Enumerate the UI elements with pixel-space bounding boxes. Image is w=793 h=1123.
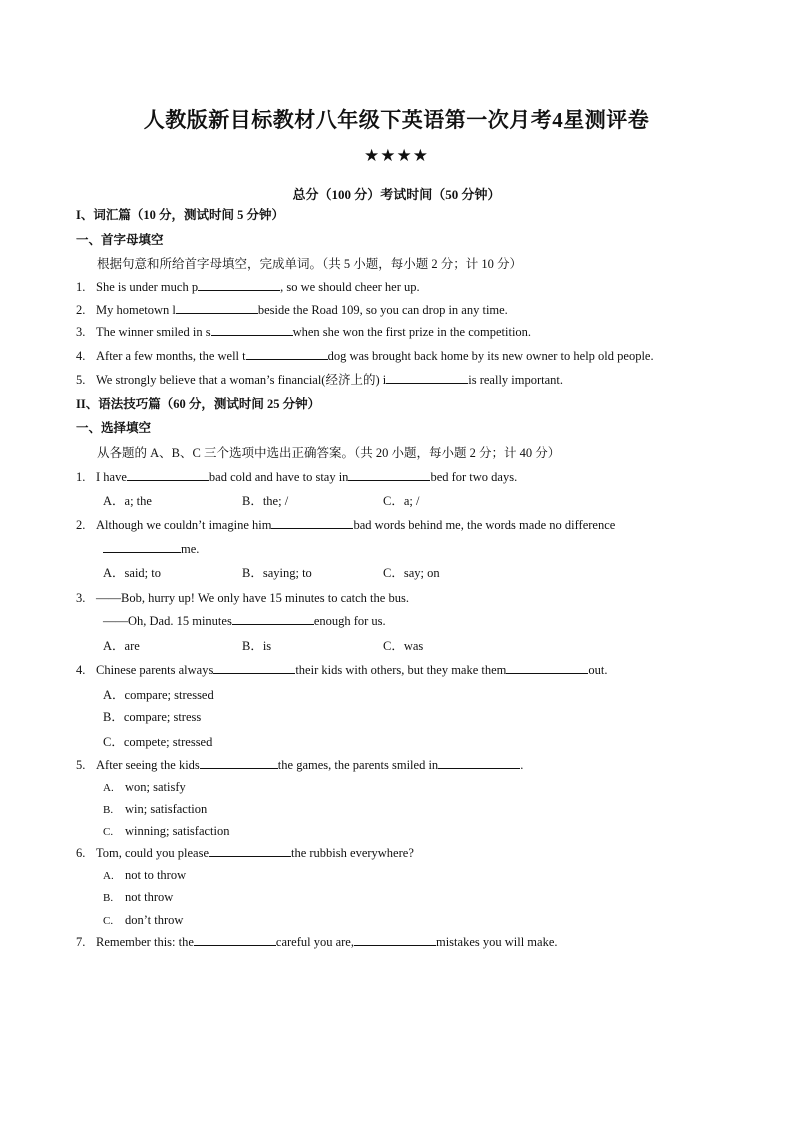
item-text: After a few months, the well t: [96, 349, 246, 363]
option-b[interactable]: B．saying; to: [242, 566, 312, 580]
question-text: bad cold and have to stay in: [208, 470, 349, 484]
question-number: 4.: [76, 663, 86, 677]
question-text: ——Bob, hurry up! We only have 15 minutes to catch the bus.: [96, 591, 409, 605]
option-a[interactable]: A．a; the: [103, 494, 152, 508]
answer-blank[interactable]: [127, 469, 209, 481]
question-text: Although we couldn’t imagine him: [96, 518, 272, 532]
item-number: 2.: [76, 303, 86, 317]
answer-blank[interactable]: [211, 324, 293, 336]
answer-blank[interactable]: [232, 613, 314, 625]
vocab-item-4: [76, 348, 654, 364]
answer-blank[interactable]: [103, 541, 181, 553]
question-text: bed for two days.: [430, 470, 518, 484]
vocab-item-1: [76, 279, 420, 295]
question-text: ——Oh, Dad. 15 minutes: [103, 614, 232, 628]
item-text: when she won the first prize in the competition.: [292, 325, 532, 339]
question-number: 5.: [76, 758, 86, 772]
question-text: out.: [588, 663, 608, 677]
option-letter: A.: [103, 870, 114, 882]
answer-blank[interactable]: [354, 934, 436, 946]
vocab-item-3: [76, 324, 531, 340]
option-c[interactable]: C．say; on: [383, 566, 440, 580]
answer-blank[interactable]: [246, 348, 328, 360]
question-text: .: [520, 758, 524, 772]
option-text: don’t throw: [125, 913, 184, 927]
question-number: 6.: [76, 846, 86, 860]
question-3-reply: [103, 613, 386, 629]
vocab-item-5: [76, 372, 563, 388]
item-text: beside the Road 109, so you can drop in any time.: [257, 303, 508, 317]
option-b[interactable]: B．is: [242, 639, 272, 653]
question-text: careful you are,: [275, 935, 354, 949]
option-c[interactable]: C．was: [383, 639, 424, 653]
option-c[interactable]: C．compete; stressed: [103, 735, 213, 749]
answer-blank[interactable]: [198, 279, 280, 291]
page-title: 人教版新目标教材八年级下英语第一次月考4星测评卷: [143, 108, 650, 132]
item-number: 4.: [76, 349, 86, 363]
item-number: 3.: [76, 325, 86, 339]
question-text: their kids with others, but they make them: [295, 663, 507, 677]
star-rating: ★★★★: [364, 146, 429, 166]
question-text: Chinese parents always: [96, 663, 214, 677]
option-b[interactable]: [103, 889, 173, 906]
option-text: winning; satisfaction: [125, 824, 230, 838]
answer-blank[interactable]: [348, 469, 430, 481]
option-c[interactable]: C．a; /: [383, 494, 420, 508]
item-text: My hometown l: [96, 303, 176, 317]
question-text: mistakes you will make.: [435, 935, 558, 949]
option-b[interactable]: B．the; /: [242, 494, 289, 508]
option-a[interactable]: [103, 867, 186, 884]
item-text: We strongly believe that a woman’s financial(经济上的) i: [96, 373, 387, 387]
question-text: the rubbish everywhere?: [291, 846, 414, 860]
answer-blank[interactable]: [386, 372, 468, 384]
question-number: 1.: [76, 470, 86, 484]
part2-instruction: 从各题的 A、B、C 三个选项中选出正确答案。（共 20 小题，每小题 2 分；计 40 分）: [97, 446, 561, 460]
option-letter: C.: [103, 826, 114, 838]
option-c[interactable]: [103, 823, 230, 840]
item-text: dog was brought back home by its new owner to help old people.: [327, 349, 654, 363]
question-text: I have: [96, 470, 127, 484]
question-number: 3.: [76, 591, 86, 605]
answer-blank[interactable]: [271, 517, 353, 529]
part1-section: 一、首字母填空: [76, 233, 164, 247]
question-text: bad words behind me, the words made no difference: [353, 518, 616, 532]
question-5: [76, 757, 523, 773]
question-7: [76, 934, 558, 950]
question-4: [76, 662, 608, 678]
answer-blank[interactable]: [438, 757, 520, 769]
option-text: win; satisfaction: [125, 802, 208, 816]
item-number: 1.: [76, 280, 86, 294]
item-text: The winner smiled in s: [96, 325, 211, 339]
item-text: , so we should cheer her up.: [280, 280, 420, 294]
option-text: not throw: [125, 890, 174, 904]
vocab-item-2: [76, 302, 508, 318]
option-text: won; satisfy: [125, 780, 186, 794]
option-letter: C.: [103, 915, 114, 927]
question-6: [76, 845, 414, 861]
part2-heading: II、语法技巧篇（60 分，测试时间 25 分钟）: [76, 397, 321, 411]
question-text: the games, the parents smiled in: [277, 758, 439, 772]
question-text: After seeing the kids: [96, 758, 200, 772]
option-c[interactable]: [103, 912, 183, 929]
part1-heading: I、词汇篇（10 分，测试时间 5 分钟）: [76, 208, 284, 222]
option-letter: A.: [103, 782, 114, 794]
exam-subtitle: 总分（100 分）考试时间（50 分钟）: [292, 187, 501, 202]
answer-blank[interactable]: [213, 662, 295, 674]
item-number: 5.: [76, 373, 86, 387]
item-text: She is under much p: [96, 280, 199, 294]
option-b[interactable]: B．compare; stress: [103, 710, 202, 724]
question-2: [76, 517, 615, 533]
answer-blank[interactable]: [209, 845, 291, 857]
answer-blank[interactable]: [200, 757, 278, 769]
question-text: me.: [181, 542, 200, 556]
option-b[interactable]: [103, 801, 207, 818]
answer-blank[interactable]: [176, 302, 258, 314]
question-3: [76, 590, 409, 606]
answer-blank[interactable]: [194, 934, 276, 946]
part1-instruction: 根据句意和所给首字母填空，完成单词。（共 5 小题，每小题 2 分；计 10 分）: [97, 257, 523, 271]
option-letter: B.: [103, 804, 114, 816]
option-a[interactable]: A．compare; stressed: [103, 688, 214, 702]
part2-section: 一、选择填空: [76, 421, 152, 435]
question-text: Tom, could you please: [96, 846, 209, 860]
question-number: 2.: [76, 518, 86, 532]
item-text: is really important.: [468, 373, 564, 387]
answer-blank[interactable]: [506, 662, 588, 674]
option-a[interactable]: [103, 779, 186, 796]
option-letter: B.: [103, 892, 114, 904]
option-a[interactable]: A．said; to: [103, 566, 161, 580]
question-2-continued: [103, 541, 199, 557]
question-number: 7.: [76, 935, 86, 949]
option-a[interactable]: A．are: [103, 639, 140, 653]
option-text: not to throw: [125, 868, 187, 882]
question-text: enough for us.: [313, 614, 386, 628]
question-text: Remember this: the: [96, 935, 194, 949]
question-1: [76, 469, 517, 485]
